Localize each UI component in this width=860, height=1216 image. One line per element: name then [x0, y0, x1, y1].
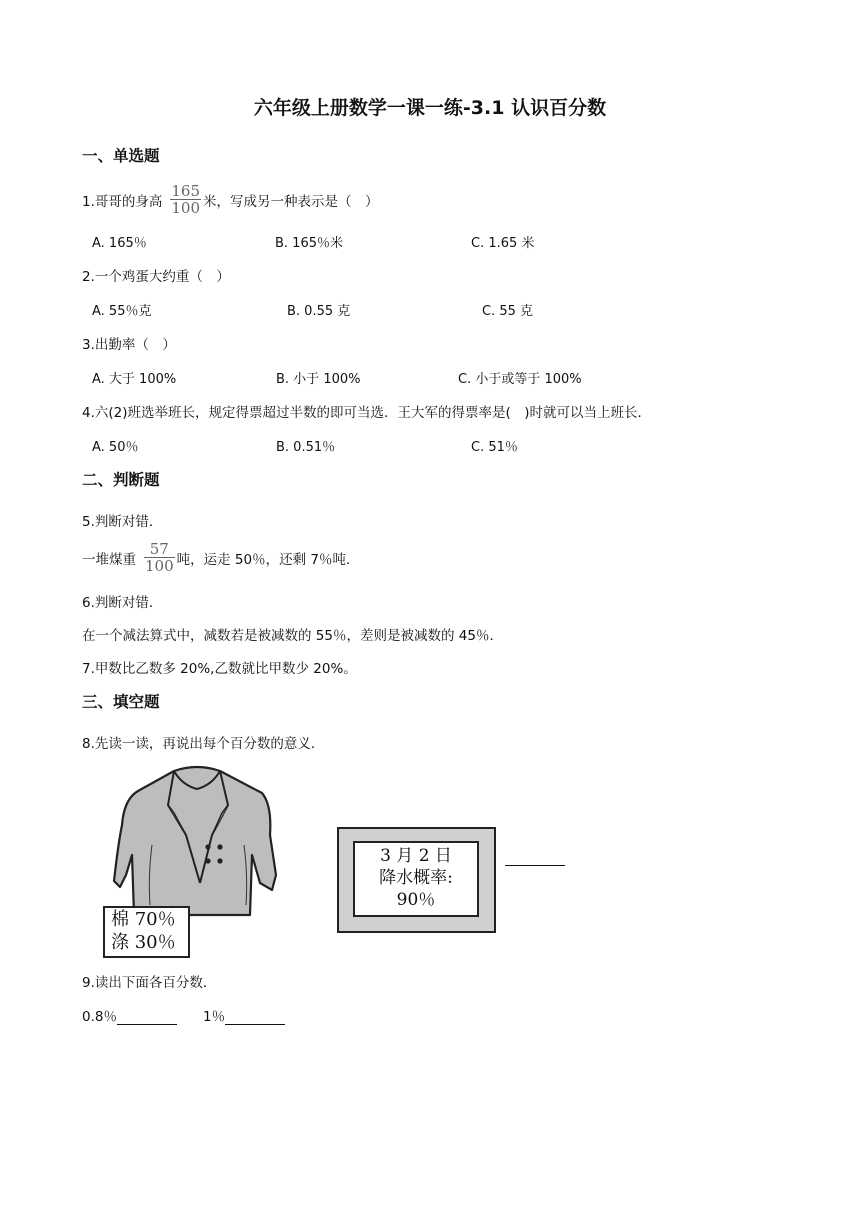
question-5-suffix: 吨，运走 50％，还剩 7％吨． — [176, 551, 360, 568]
section-heading-true-false: 二、判断题 — [82, 471, 160, 489]
fabric-cotton-label: 棉 70％ — [111, 909, 176, 930]
question-7: 7.甲数比乙数多 20%,乙数就比甲数少 20%。 — [82, 661, 357, 677]
question-1-prefix: 1.哥哥的身高 — [82, 193, 163, 210]
question-6: 6.判断对错． — [82, 595, 163, 611]
q2-option-c[interactable]: C. 55 克 — [482, 304, 534, 319]
answer-blank-q9-2[interactable] — [225, 1010, 285, 1025]
question-8: 8.先读一读，再说出每个百分数的意义． — [82, 736, 325, 752]
q1-option-c[interactable]: C. 1.65 米 — [471, 236, 535, 251]
question-5-prefix: 一堆煤重 — [82, 551, 136, 568]
fraction-denominator: 100 — [145, 557, 174, 575]
question-9: 9.读出下面各百分数． — [82, 975, 217, 991]
weather-label: 降水概率: — [379, 868, 453, 888]
question-1 — [82, 183, 379, 216]
fabric-poly-label: 涤 30％ — [111, 932, 176, 953]
fabric-label — [103, 906, 190, 958]
question-5-statement — [82, 541, 360, 574]
fraction-numerator: 165 — [171, 182, 201, 200]
question-6-statement: 在一个减法算式中，减数若是被减数的 55％，差则是被减数的 45％． — [82, 628, 503, 644]
weather-sign-panel — [353, 841, 479, 917]
q4-option-a[interactable]: A. 50％ — [92, 440, 139, 455]
weather-sign — [337, 827, 496, 933]
question-2: 2.一个鸡蛋大约重（ ） — [82, 269, 230, 285]
q9-item-1: 0.8％ — [82, 1009, 117, 1025]
question-4: 4.六(2)班选举班长，规定得票超过半数的即可当选．王大军的得票率是( )时就可以当上班长． — [82, 405, 652, 421]
question-9-items — [82, 1005, 285, 1025]
question-3: 3.出勤率（ ） — [82, 337, 176, 353]
question-1-suffix: 米，写成另一种表示是（ ） — [203, 193, 379, 210]
q1-option-b[interactable]: B. 165％米 — [275, 236, 343, 251]
weather-date: 3 月 2 日 — [380, 846, 452, 866]
q2-option-b[interactable]: B. 0.55 克 — [287, 304, 351, 319]
q4-option-c[interactable]: C. 51％ — [471, 440, 518, 455]
q9-item-2: 1％ — [202, 1009, 226, 1025]
q4-option-b[interactable]: B. 0.51％ — [276, 440, 336, 455]
answer-blank-q9-1[interactable] — [117, 1010, 177, 1025]
q2-option-a[interactable]: A. 55％克 — [92, 304, 152, 319]
section-heading-fill-blank: 三、填空题 — [82, 693, 160, 711]
q3-option-b[interactable]: B. 小于 100% — [276, 372, 361, 387]
section-heading-single-choice: 一、单选题 — [82, 147, 160, 165]
fraction-57-over-100 — [144, 541, 175, 574]
q3-option-c[interactable]: C. 小于或等于 100% — [458, 372, 582, 387]
weather-value: 90％ — [396, 890, 436, 910]
question-5: 5.判断对错． — [82, 514, 163, 530]
page-title: 六年级上册数学一课一练-3.1 认识百分数 — [253, 97, 607, 119]
fraction-denominator: 100 — [171, 199, 201, 217]
jacket-icon — [112, 765, 284, 920]
q3-option-a[interactable]: A. 大于 100% — [92, 372, 177, 387]
q1-option-a[interactable]: A. 165％ — [92, 236, 147, 251]
fraction-numerator: 57 — [149, 540, 169, 558]
answer-blank-q8[interactable] — [505, 853, 565, 866]
fraction-165-over-100 — [170, 183, 201, 216]
